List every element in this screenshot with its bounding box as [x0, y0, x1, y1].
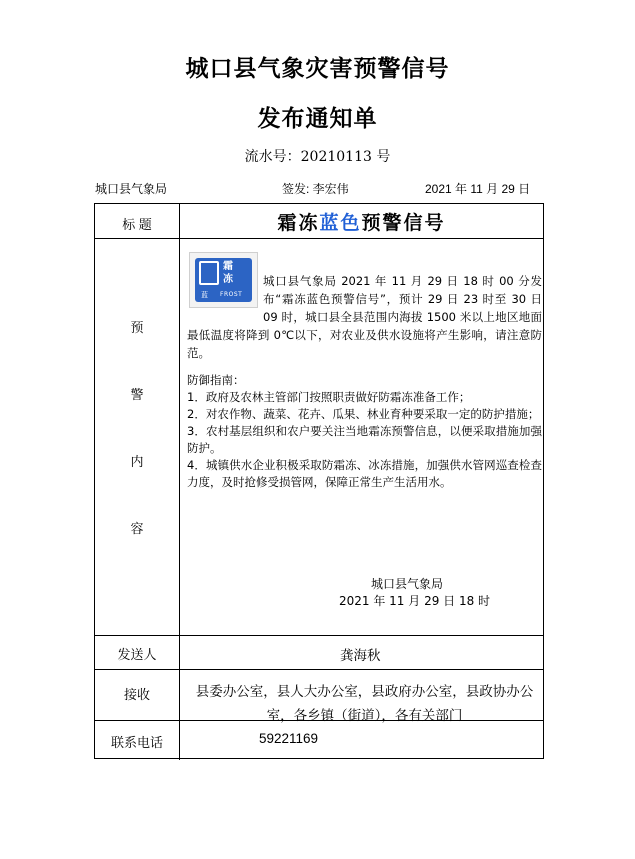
warning-title-part1: 霜冻: [277, 211, 320, 234]
content-label-char: 内: [130, 454, 144, 469]
warning-title-color: 蓝色: [319, 211, 362, 234]
receiver-label: 接收: [123, 687, 150, 702]
warning-content-text: 城口县气象局 2021 年 11 月 29 日 18 时 00 分发布“霜冻蓝色预警信号”，预计 29 日 23 时至 30 日 09 时，城口县全县范围内海拔 1500 米以上地区地面最低温度将降到 0℃以下，对农业及供水设施将产生影响，请注意防范。: [187, 274, 542, 360]
issuing-org: 城口县气象局: [95, 182, 168, 196]
guide-item: 2．对农作物、蔬菜、花卉、瓜果、林业育种要采取一定的防护措施；: [187, 407, 540, 421]
notice-table: [94, 203, 544, 759]
signature-time: 2021 年 11 月 29 日 18 时: [339, 594, 491, 608]
receiver-value: 县委办公室，县人大办公室，县政府办公室，县政协办公室，各乡镇（街道），各有关部门: [195, 684, 534, 724]
content-label-char: 容: [130, 521, 144, 536]
document-title-line1: 城口县气象灾害预警信号: [185, 56, 450, 82]
content-label-char: 预: [130, 320, 144, 335]
sender-label: 发送人: [117, 647, 157, 662]
badge-en-text: FROST: [220, 291, 243, 298]
signature-org: 城口县气象局: [371, 577, 444, 591]
phone-value: 59221169: [259, 731, 319, 746]
sender-value: 龚海秋: [340, 648, 381, 663]
content-label-char: 警: [130, 387, 144, 402]
badge-color-text: 蓝: [201, 291, 208, 299]
badge-text-bottom: 冻: [223, 274, 233, 285]
column-divider: [179, 204, 180, 760]
badge-text-top: 霜: [223, 261, 233, 272]
serial-number: 流水号：20210113 号: [244, 149, 391, 165]
row-divider: [95, 635, 543, 636]
warning-content: [187, 272, 542, 362]
warning-title: [180, 204, 543, 238]
title-label: 标 题: [122, 217, 152, 232]
row-divider: [95, 238, 543, 239]
document-title-line2: 发布通知单: [257, 106, 378, 132]
guide-item: 1．政府及农林主管部门按照职责做好防霜冻准备工作；: [187, 390, 471, 404]
defense-guide: [187, 372, 542, 491]
guide-item: 4．城镇供水企业积极采取防霜冻、冰冻措施，加强供水管网巡查检查力度，及时抢修受损管网，保障正常生产生活用水。: [187, 458, 542, 489]
row-divider: [95, 669, 543, 670]
guide-item: 3．农村基层组织和农户要关注当地霜冻预警信息，以便采取措施加强防护。: [187, 424, 542, 455]
signer: 签发: 李宏伟: [282, 182, 349, 196]
guide-title: 防御指南：: [187, 373, 245, 387]
phone-label: 联系电话: [110, 735, 163, 750]
issue-date: 2021 年 11 月 29 日: [425, 182, 531, 196]
warning-title-part3: 预警信号: [361, 211, 446, 234]
